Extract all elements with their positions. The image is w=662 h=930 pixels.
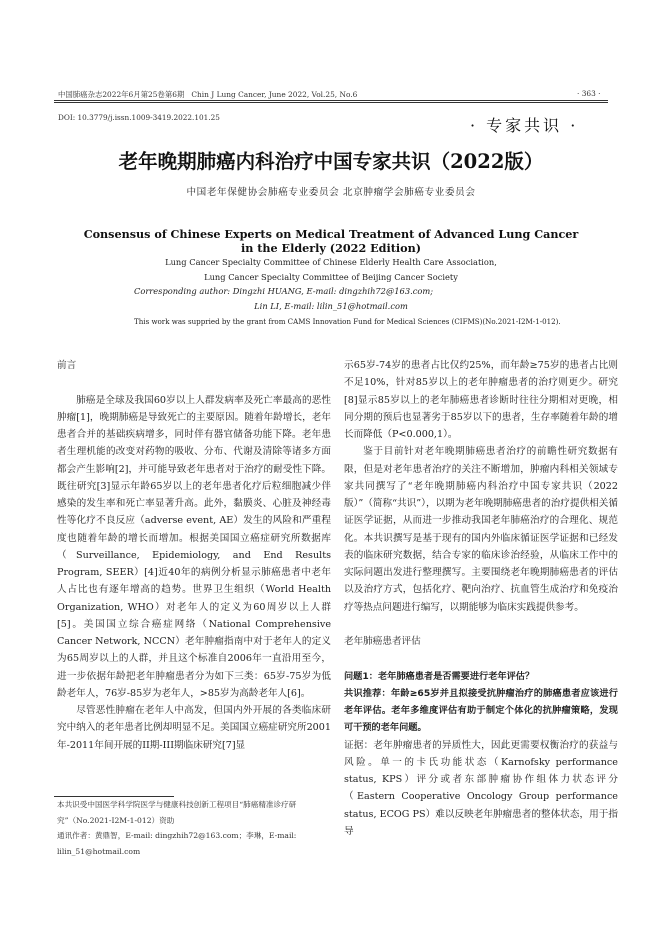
section-heading-preface: 前言 bbox=[57, 360, 77, 371]
article-title-en-line2: in the Elderly (2022 Edition) bbox=[240, 241, 422, 255]
section-heading-assessment: 老年肺癌患者评估 bbox=[344, 636, 421, 647]
article-title-en-line1: Consensus of Chinese Experts on Medical Treatment of Advanced Lung Cancer bbox=[83, 227, 579, 241]
doi: DOI: 10.3779/j.issn.1009-3419.2022.101.25 bbox=[58, 113, 220, 122]
header-rule-2 bbox=[54, 102, 608, 103]
body-paragraph-continued: 示65岁-74岁的患者占比仅约25%，而年龄≥75岁的患者占比则不足10%，针对85岁以上的老年肿瘤患者的治疗则更少。研究[8]显示85岁以上的老年肺癌患者诊断时往往分期相对更晚，相同分期的预后也显著劣于85岁以下的患者，生存率随着年龄的增长而降低（P<0.000,1）。 bbox=[344, 360, 618, 440]
header-rule bbox=[54, 100, 608, 101]
corresponding-author-1: Corresponding author: Dingzhi HUANG, E-mail: dingzhih72@163.com; bbox=[134, 286, 434, 296]
preface-paragraph-1: 肺癌是全球及我国60岁以上人群发病率及死亡率最高的恶性肿瘤[1]，晚期肺癌是导致死亡的主要原因。随着年龄增长，老年患者合并的基础疾病增多，同时伴有器官储备功能下降。老年患者生理机能的改变对药物的吸收、分布、代谢及清除等诸多方面都会产生影响[2]，并可能导致老年患者对于治疗的耐受性下降。既往研究[3]显示年龄65岁以上的老年患者化疗后粒细胞减少伴感染的发生率和死亡率显著升高。此外，黏膜炎、心脏及神经毒性等化疗不良反应（adverse event, AE）发生的风险和严重程度也随着年龄的增长而增加。根据美国国立癌症研究所数据库（Surveillance, Epidemiology, and End Results Program, SEER）[4]近40年的病例分析显示肺癌患者中老年人占比也有逐年增高的趋势。世界卫生组织（World Health Organization, WHO）对老年人的定义为60周岁以上人群[5]。美国国立综合癌症网络（National Comprehensive Cancer Network, NCCN）老年肿瘤指南中对于老年人的定义为65周岁以上的人群，并且这个标准自2006年一直沿用至今，进一步依据年龄把老年肿瘤患者分为如下三类：65岁-75岁为低龄老年人，76岁-85岁为老年人，>85岁为高龄老年人[6]。 bbox=[57, 394, 331, 699]
running-header bbox=[58, 89, 357, 100]
body-paragraph-consensus: 鉴于目前针对老年晚期肺癌患者治疗的前瞻性研究数据有限，但是对老年患者治疗的关注不断增加，肿瘤内科相关领域专家共同撰写了“老年晚期肺癌内科治疗中国专家共识（2022版）”（简称“共识”），以期为老年晚期肺癌患者的治疗提供相关循证医学证据，从而进一步推动我国老年肺癌治疗的合理化、规范化。本共识撰写是基于现有的国内外临床循证医学证据和已经发表的临床研究数据，结合专家的临床诊治经验，从临床工作中的实际问题出发进行整理撰写。主要围绕老年晚期肺癌患者的评估以及治疗方式，包括化疗、靶向治疗、抗血管生成治疗和免疫治疗等热点问题进行编写，以期能够为临床实践提供参考。 bbox=[344, 446, 618, 613]
evidence-paragraph: 证据：老年肿瘤患者的异质性大，因此更需要权衡治疗的获益与风险。单一的卡氏功能状态（Karnofsky performance status, KPS）评分或者东部肿瘤协作组体力状态评分（Eastern Cooperative Oncology Group performance status, ECOG PS）难以反映老年肿瘤患者的整体状态，用于指导 bbox=[344, 739, 618, 837]
author-orgs-cn: 中国老年保健协会肺癌专业委员会 北京肿瘤学会肺癌专业委员会 bbox=[186, 187, 476, 198]
right-column bbox=[344, 357, 618, 840]
left-column bbox=[57, 357, 331, 754]
footnotes bbox=[57, 797, 331, 859]
org-en-1: Lung Cancer Specialty Committee of Chinese Elderly Health Care Association, bbox=[165, 257, 497, 267]
journal-cn: 中国肺癌杂志2022年6月第25卷第6期 bbox=[58, 90, 185, 99]
corresponding-author-2: Lin LI, E-mail: lilin_51@hotmail.com bbox=[254, 301, 408, 311]
org-en-2: Lung Cancer Specialty Committee of Beijing Cancer Society bbox=[204, 272, 458, 282]
footnote-correspondence: 通讯作者：黄鼎智，E-mail: dingzhih72@163.com；李琳，E-mail: lilin_51@hotmail.com bbox=[57, 831, 297, 856]
page-number: · 363 · bbox=[577, 89, 601, 98]
footnote-funding: 本共识受中国医学科学院医学与健康科技创新工程项目“肺癌精准诊疗研究”（No.2021-I2M-1-012）资助 bbox=[57, 800, 297, 825]
funding-statement: This work was suppried by the grant from CAMS Innovation Fund for Medical Sciences (CIFMS)(No.2021-I2M-1-012). bbox=[134, 317, 561, 326]
preface-paragraph-2: 尽管恶性肿瘤在老年人中高发，但国内外开展的各类临床研究中纳入的老年患者比例却明显不足。美国国立癌症研究所2001年-2011年间开展的II期-III期临床研究[7]显 bbox=[57, 705, 331, 751]
consensus-recommendation: 共识推荐：年龄≥65岁并且拟接受抗肿瘤治疗的肺癌患者应该进行老年评估。老年多维度评估有助于制定个体化的抗肿瘤策略，发现可干预的老年问题。 bbox=[344, 687, 618, 734]
section-label: · 专家共识 · bbox=[470, 116, 579, 135]
journal-en: Chin J Lung Cancer, June 2022, Vol.25, No.6 bbox=[191, 90, 358, 99]
question-1: 问题1：老年肺癌患者是否需要进行老年评估？ bbox=[344, 670, 535, 682]
article-title-cn: 老年晚期肺癌内科治疗中国专家共识（2022版） bbox=[118, 150, 544, 173]
